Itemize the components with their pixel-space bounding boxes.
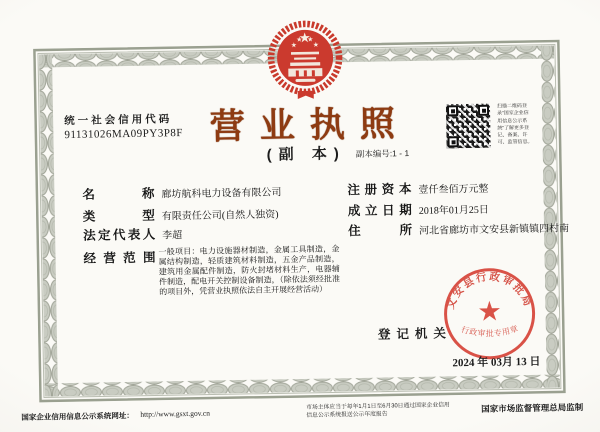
field-row-established bbox=[348, 199, 489, 219]
issue-date: 2024 年 03月 13 日 bbox=[452, 355, 541, 370]
business-scope-text: 一般项目：电力设施器材制造，金属工具制造，金属结构制造，轻质建筑材料制造，五金产品制造，建筑用金属配件制造，防火封堵材料生产，电器辅件制造，配电开关控制设备制造，（除依法须经批准的项目外，凭营业执照依法自主开展经营活动） bbox=[158, 244, 341, 297]
field-label: 名称 bbox=[82, 186, 155, 202]
field-label: 注册资本 bbox=[347, 182, 412, 198]
credit-code-label: 统一社会信用代码 bbox=[64, 113, 173, 128]
field-value: 廊坊航科电力设备有限公司 bbox=[161, 187, 282, 201]
credit-code-value: 91131026MA09PY3P8F bbox=[64, 127, 184, 142]
field-label: 经营范围 bbox=[83, 250, 156, 266]
copy-number: 副本编号:1 - 1 bbox=[355, 148, 410, 160]
field-row-scope-label bbox=[83, 248, 155, 267]
footer-issuer: 国家市场监督管理总局监制 bbox=[481, 402, 584, 414]
qr-code bbox=[446, 104, 491, 149]
national-emblem-icon bbox=[264, 19, 345, 104]
field-value: 李超 bbox=[162, 230, 183, 242]
license-title: 营业执照 bbox=[209, 104, 411, 147]
qr-finder-icon bbox=[478, 105, 489, 116]
field-row-legal-rep bbox=[83, 224, 182, 244]
field-row-capital bbox=[347, 178, 488, 198]
qr-caption-line: 用信息公示系 bbox=[497, 117, 528, 125]
seal-ring-text: 文安县行政审批局 bbox=[444, 270, 535, 311]
seal-bottom-text: 行政审批专用章 bbox=[460, 324, 520, 339]
footer-annual-report-note: 市场主体应当于每年1月1日至6月30日通过国家企业信用信息公示系统报送公示年度报告 bbox=[306, 402, 450, 419]
qr-finder-icon bbox=[447, 136, 458, 147]
field-label: 成立日期 bbox=[347, 203, 412, 219]
registrar-label: 登记机关 bbox=[377, 326, 453, 342]
field-row-type bbox=[83, 203, 279, 224]
svg-text:行政审批专用章 bbox=[460, 323, 520, 339]
field-value: 河北省廊坊市文安县新镇镇四村南 bbox=[419, 223, 570, 237]
qr-caption-line: 记、备案、许 bbox=[497, 132, 528, 139]
qr-caption-line: 可、监管信息。 bbox=[497, 139, 533, 147]
qr-caption-line: 统”了解更多登 bbox=[497, 124, 530, 132]
footer-site-url: http://www.gsxt.gov.cn bbox=[140, 408, 211, 419]
field-value: 壹仟叁佰万元整 bbox=[418, 183, 489, 196]
qr-caption bbox=[497, 103, 544, 148]
field-row-address bbox=[348, 217, 569, 239]
field-row-name bbox=[82, 181, 281, 202]
qr-caption-line: 扫描二维码登 bbox=[496, 103, 528, 110]
license-subtitle: (副 本) bbox=[266, 145, 346, 164]
qr-caption-line: 录“国家企业信 bbox=[497, 110, 529, 117]
seal-star-icon bbox=[479, 301, 500, 321]
official-seal bbox=[441, 265, 539, 363]
field-value: 有限责任公司(自然人独资) bbox=[161, 209, 279, 223]
field-value: 2018年01月25日 bbox=[418, 204, 489, 217]
field-label: 法定代表人 bbox=[83, 227, 156, 243]
field-label: 住所 bbox=[347, 223, 413, 239]
field-label: 类型 bbox=[82, 208, 155, 224]
footer-site-label: 国家企业信用信息公示系统网址： bbox=[21, 410, 134, 422]
qr-finder-icon bbox=[447, 105, 458, 116]
